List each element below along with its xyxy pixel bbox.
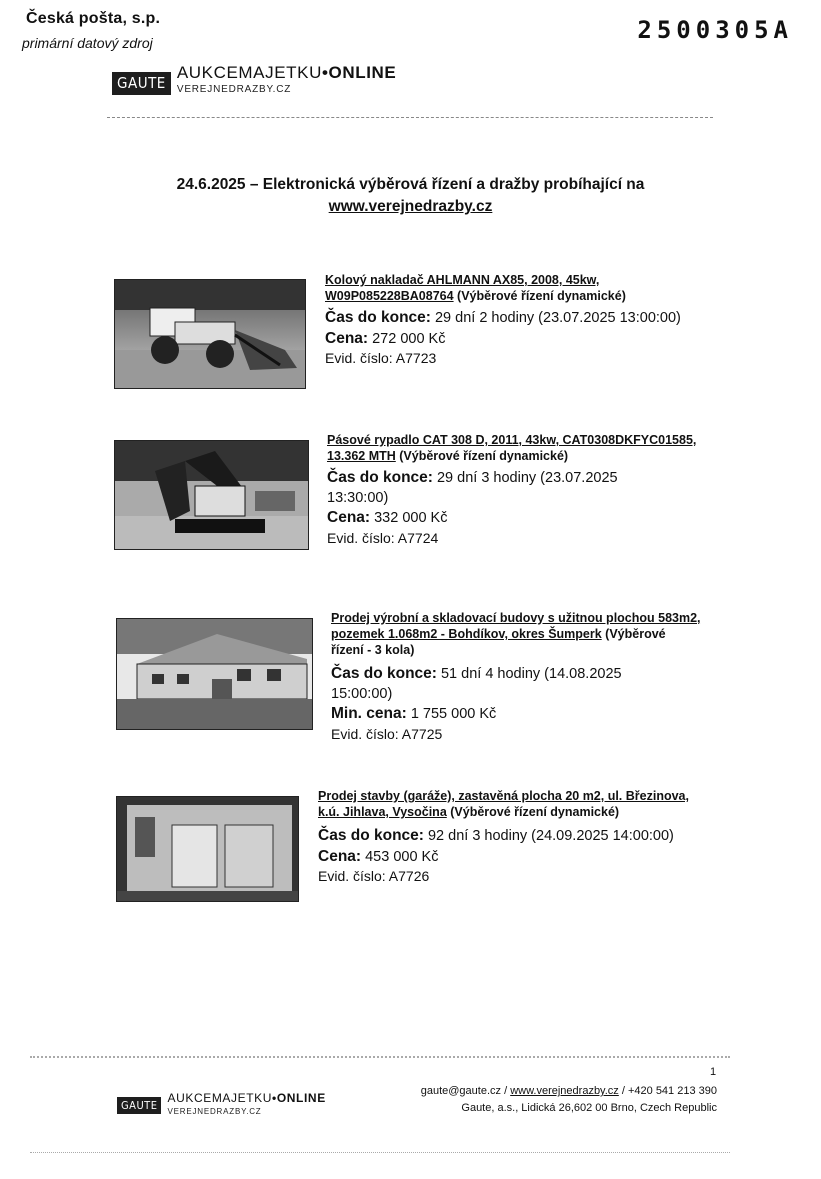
listing-title [318, 788, 713, 820]
listing-item [331, 610, 701, 744]
logo-box: GAUTE [117, 1097, 161, 1114]
footer-address: Gaute, a.s., Lidická 26,602 00 Brno, Czech Republic [461, 1102, 717, 1114]
header-logo [112, 64, 396, 96]
logo-text [167, 1092, 325, 1116]
stamp-subtitle: primární datový zdroj [22, 35, 153, 51]
page-heading [0, 174, 821, 218]
header-divider [107, 117, 713, 118]
footer-email[interactable]: gaute@gaute.cz [420, 1085, 502, 1097]
listing-item [327, 432, 712, 548]
listing-price: Cena: 453 000 Kč [318, 847, 439, 865]
footer-logo [117, 1092, 326, 1116]
listing-evid: Evid. číslo: A7725 [331, 725, 443, 742]
footer-scan-line [30, 1056, 730, 1058]
listing-time: Čas do konce: 92 dní 3 hodiny (24.09.2025 14:00:00) [318, 827, 674, 844]
logo-sub: VEREJNEDRAZBY.CZ [176, 84, 292, 95]
listing-evid: Evid. číslo: A7726 [318, 868, 430, 884]
listing-type: (Výběrové řízení dynamické) [453, 289, 626, 303]
listing-item [318, 788, 713, 887]
listing-price: Min. cena: 1 755 000 Kč [331, 705, 497, 722]
listing-title [331, 610, 701, 658]
listing-link[interactable]: Pásové rypadlo CAT 308 D, 2011, 43kw, CAT0308DKFYC01585, 13.362 MTH [327, 433, 697, 463]
footer-contact-line: gaute@gaute.cz / www.verejnedrazby.cz / +420 541 213 390 [420, 1085, 717, 1097]
listing-link[interactable]: Prodej výrobní a skladovací budovy s užitnou plochou 583m2, pozemek 1.068m2 - Bohdíkov, okres Šumperk [331, 611, 701, 641]
listing-time: Čas do konce: 29 dní 3 hodiny (23.07.2025 13:30:00) [327, 469, 618, 506]
footer-phone: / +420 541 213 390 [618, 1085, 717, 1097]
listing-price: Cena: 332 000 Kč [327, 509, 448, 526]
page-number: 1 [710, 1066, 717, 1078]
listing-type: (Výběrové řízení dynamické) [446, 805, 620, 819]
footer-site-link[interactable]: www.verejnedrazby.cz [510, 1085, 619, 1097]
logo-text [177, 64, 397, 96]
document-number: 2500305A [637, 16, 793, 44]
listing-photo-garage [116, 796, 299, 902]
listing-price: Cena: 272 000 Kč [325, 329, 446, 347]
listing-item [325, 272, 725, 369]
listing-title [327, 432, 712, 464]
heading-line: 24.6.2025 – Elektronická výběrová řízení a dražby probíhající na [176, 176, 645, 193]
footer-contact [421, 1083, 717, 1117]
stamp-title: Česká pošta, s.p. [26, 10, 161, 27]
logo-main: AUKCEMAJETKU•ONLINE [167, 1091, 326, 1105]
listing-evid: Evid. číslo: A7724 [327, 529, 439, 546]
listing-title [325, 272, 725, 304]
footer-scan-line-bottom [30, 1152, 730, 1153]
heading-link[interactable]: www.verejnedrazby.cz [328, 198, 493, 215]
listing-photo-wheel-loader [114, 279, 306, 389]
listing-link[interactable]: Prodej stavby (garáže), zastavěná plocha 20 m2, ul. Březinova, k.ú. Jihlava, Vysočina [318, 789, 689, 819]
listing-type: (Výběrové řízení dynamické) [395, 449, 569, 463]
listing-link[interactable]: Kolový nakladač AHLMANN AX85, 2008, 45kw, W09P085228BA08764 [325, 273, 600, 303]
listing-evid: Evid. číslo: A7723 [325, 350, 437, 366]
logo-main: AUKCEMAJETKU•ONLINE [176, 63, 397, 82]
listing-time: Čas do konce: 51 dní 4 hodiny (14.08.2025 15:00:00) [331, 665, 622, 702]
listing-photo-excavator [114, 440, 309, 550]
listing-type: (Výběrové řízení - 3 kola) [331, 627, 666, 657]
listing-photo-building [116, 618, 313, 730]
logo-sub: VEREJNEDRAZBY.CZ [167, 1107, 262, 1116]
listing-time: Čas do konce: 29 dní 2 hodiny (23.07.2025 13:00:00) [325, 309, 681, 326]
logo-box: GAUTE [112, 72, 171, 95]
